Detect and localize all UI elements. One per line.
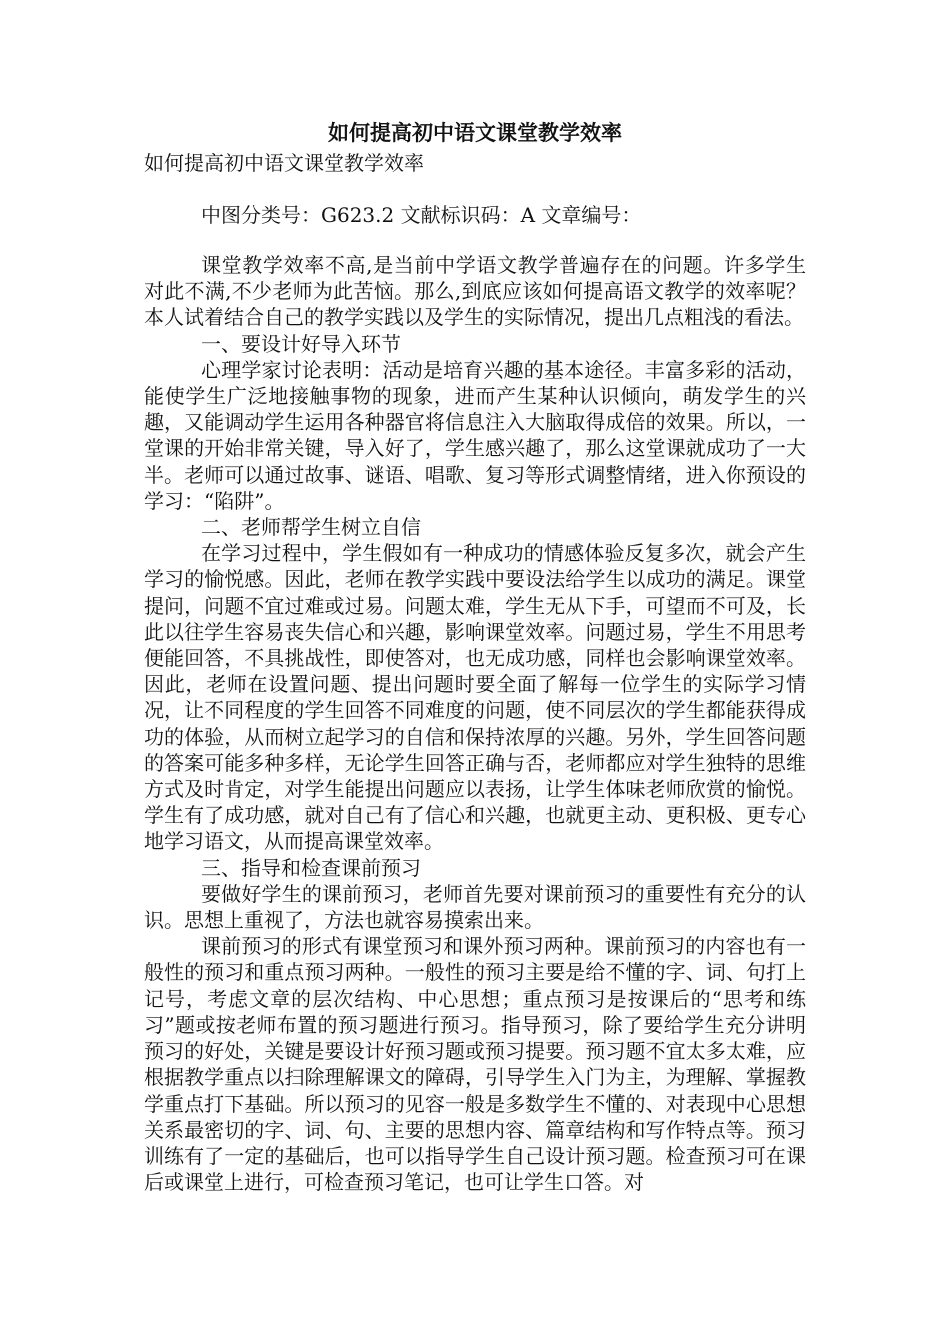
paragraph-section-1: 心理学家讨论表明：活动是培育兴趣的基本途径。丰富多彩的活动，能使学生广泛地接触事物的现象，进而产生某种认识倾向，萌发学生的兴趣，又能调动学生运用各种器官将信息注入大脑取得成倍的效果。所以，一堂课的开始非常关键，导入好了，学生感兴趣了，那么这堂课就成功了一大半。老师可以通过故事、谜语、唱歌、复习等形式调整情绪，进入你预设的学习：“陷阱”。 xyxy=(144,357,806,513)
document-body xyxy=(144,118,806,1195)
paragraph-section-3b: 课前预习的形式有课堂预习和课外预习两种。课前预习的内容也有一般性的预习和重点预习两种。一般性的预习主要是给不懂的字、词、句打上记号，考虑文章的层次结构、中心思想；重点预习是按课后的“思考和练习”题或按老师布置的预习题进行预习。指导预习，除了要给学生充分讲明预习的好处，关键是要设计好预习题或预习提要。预习题不宜太多太难，应根据教学重点以扫除理解课文的障碍，引导学生入门为主，为理解、掌握教学重点打下基础。所以预习的见容一般是多数学生不懂的、对表现中心思想关系最密切的字、词、句、主要的思想内容、篇章结构和写作特点等。预习训练有了一定的基础后，也可以指导学生自己设计预习题。检查预习可在课后或课堂上进行，可检查预习笔记，也可让学生口答。对 xyxy=(144,934,806,1195)
intro-paragraph: 课堂教学效率不高,是当前中学语文教学普遍存在的问题。许多学生对此不满,不少老师为此苦恼。那么,到底应该如何提高语文教学的效率呢？本人试着结合自己的教学实践以及学生的实际情况，提出几点粗浅的看法。 xyxy=(144,253,806,330)
document-title: 如何提高初中语文课堂教学效率 xyxy=(328,120,622,145)
paragraph-section-3a: 要做好学生的课前预习，老师首先要对课前预习的重要性有充分的认识。思想上重视了，方法也就容易摸索出来。 xyxy=(144,881,806,933)
section-heading-3: 三、指导和检查课前预习 xyxy=(201,855,421,880)
document-subtitle: 如何提高初中语文课堂教学效率 xyxy=(144,151,424,175)
section-heading-2: 二、老师帮学生树立自信 xyxy=(201,515,421,540)
paragraph-section-2: 在学习过程中，学生假如有一种成功的情感体验反复多次，就会产生学习的愉悦感。因此，老师在教学实践中要设法给学生以成功的满足。课堂提问，问题不宜过难或过易。问题太难，学生无从下手，可望而不可及，长此以往学生容易丧失信心和兴趣，影响课堂效率。问题过易，学生不用思考便能回答，不具挑战性，即使答对，也无成功感，同样也会影响课堂效率。因此，老师在设置问题、提出问题时要全面了解每一位学生的实际学习情况，让不同程度的学生回答不同难度的问题，使不同层次的学生都能获得成功的体验，从而树立起学习的自信和保持浓厚的兴趣。另外，学生回答问题的答案可能多种多样，无论学生回答正确与否，老师都应对学生独特的思维方式及时肯定，对学生能提出问题应以表扬，让学生体味老师欣赏的愉悦。学生有了成功感，就对自己有了信心和兴趣，也就更主动、更积极、更专心地学习语文，从而提高课堂效率。 xyxy=(144,541,806,854)
section-heading-1: 一、要设计好导入环节 xyxy=(201,331,401,356)
classification-info: 中图分类号：G623.2 文献标识码：A 文章编号： xyxy=(201,203,642,227)
